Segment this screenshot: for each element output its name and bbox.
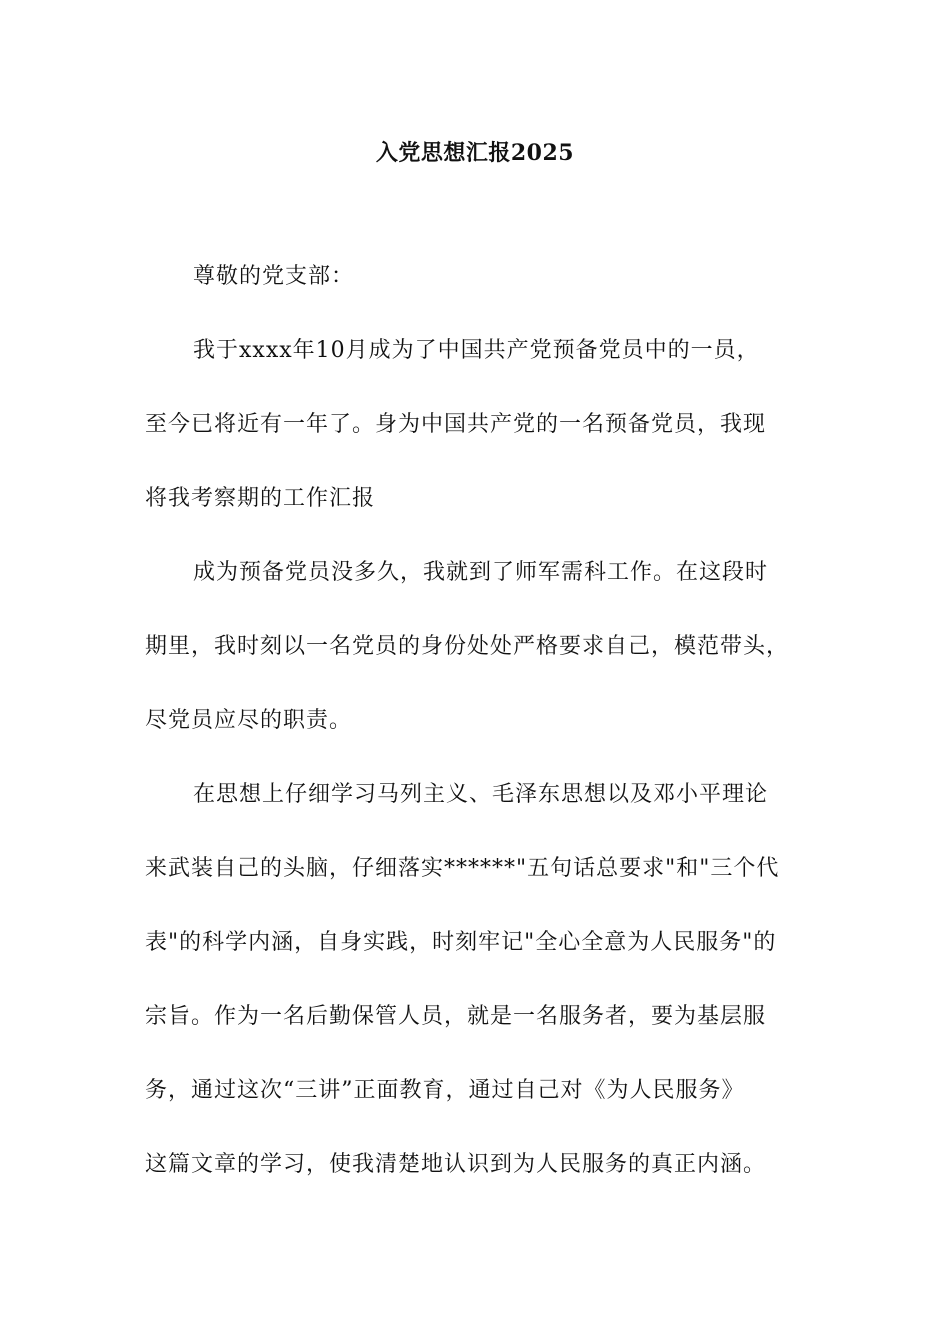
body-line-5: 成为预备党员没多久，我就到了师军需科工作。在这段时 [193,560,769,585]
body-line-9: 来武装自己的头脑，仔细落实******"五句话总要求"和"三个代 [145,856,780,881]
document-title: 入党思想汇报2025 [375,140,575,166]
body-line-10: 表"的科学内涵，自身实践，时刻牢记"全心全意为人民服务"的 [145,930,777,955]
body-line-2: 我于xxxx年10月成为了中国共产党预备党员中的一员， [193,338,760,363]
body-line-3: 至今已将近有一年了。身为中国共产党的一名预备党员，我现 [145,412,767,437]
body-line-4: 将我考察期的工作汇报 [145,486,376,511]
body-line-12: 务，通过这次“三讲”正面教育，通过自己对《为人民服务》 [145,1078,745,1103]
body-line-1: 尊敬的党支部： [193,264,355,289]
body-line-11: 宗旨。作为一名后勤保管人员，就是一名服务者，要为基层服 [145,1004,767,1029]
body-line-13: 这篇文章的学习，使我清楚地认识到为人民服务的真正内涵。 [145,1152,767,1177]
document-body [145,257,825,1219]
body-line-7: 尽党员应尽的职责。 [145,708,353,733]
body-line-6: 期里，我时刻以一名党员的身份处处严格要求自己，模范带头， [145,634,790,659]
body-line-8: 在思想上仔细学习马列主义、毛泽东思想以及邓小平理论 [193,782,769,807]
